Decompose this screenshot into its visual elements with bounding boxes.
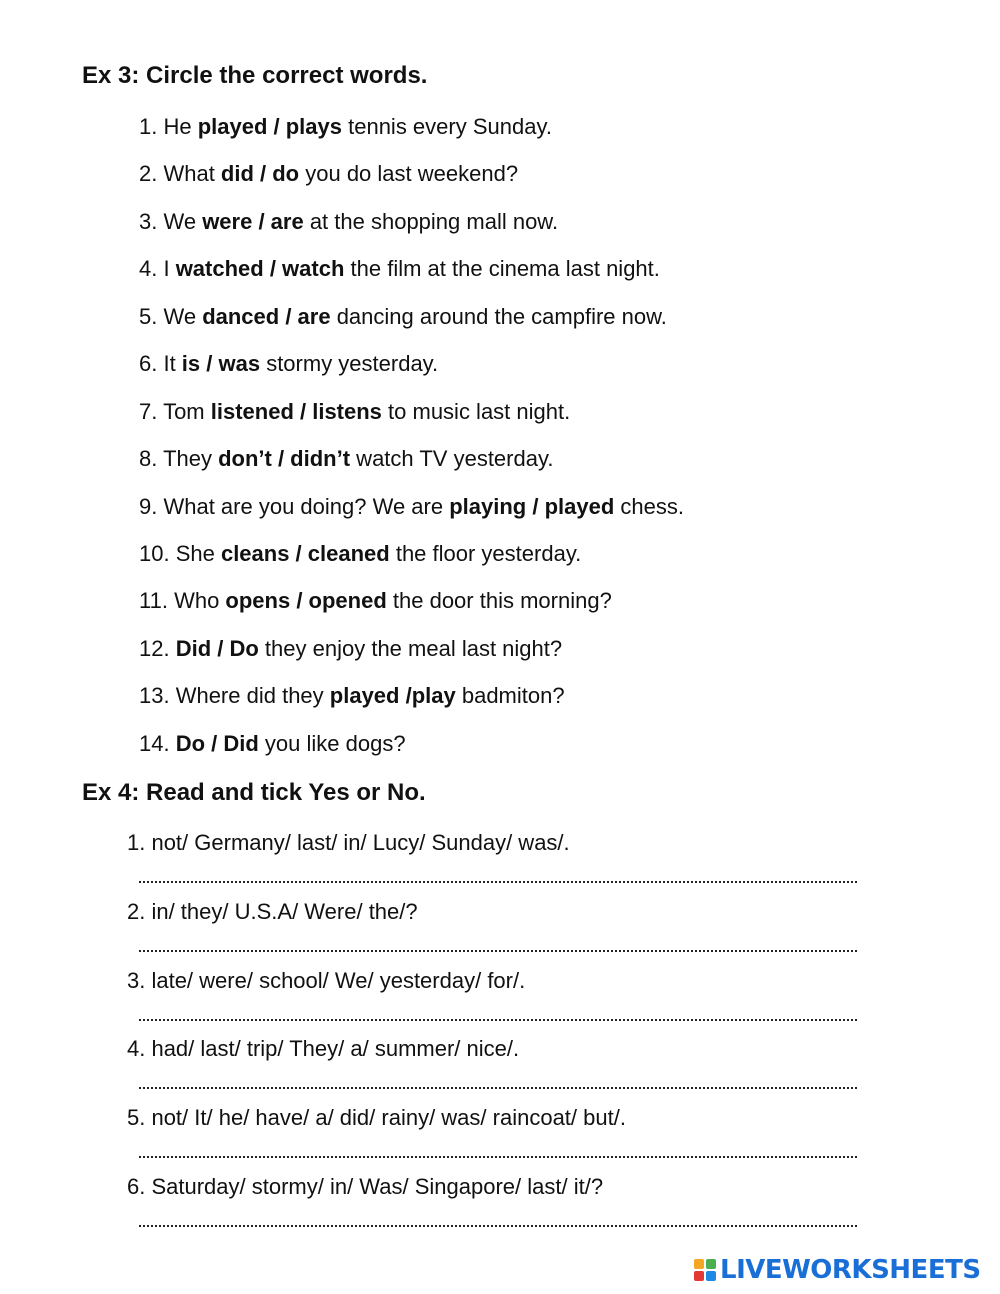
list-item: 11. Who opens / opened the door this morning? xyxy=(139,588,612,614)
word-choice[interactable]: played /play xyxy=(329,683,456,709)
word-choice[interactable]: played / plays xyxy=(197,114,342,139)
list-item xyxy=(127,897,626,966)
list-item xyxy=(127,828,626,897)
list-item xyxy=(127,1034,626,1103)
list-item xyxy=(127,1172,626,1241)
list-item xyxy=(127,966,626,1035)
answer-input[interactable] xyxy=(139,861,857,883)
word-choice[interactable]: Do / Did xyxy=(175,730,259,756)
word-choice[interactable]: Did / Do xyxy=(175,635,259,661)
sentence-prompt: 4. had/ last/ trip/ They/ a/ summer/ nice/. xyxy=(127,1036,520,1062)
list-item: 8. They don’t / didn’t watch TV yesterday. xyxy=(139,446,554,472)
sentence-prompt: 1. not/ Germany/ last/ in/ Lucy/ Sunday/ was/. xyxy=(127,830,570,855)
liveworksheets-logo-icon xyxy=(694,1259,716,1281)
word-choice[interactable]: playing / played xyxy=(449,493,615,519)
list-item: 4. I watched / watch the film at the cinema last night. xyxy=(139,256,660,282)
answer-input[interactable] xyxy=(139,1136,857,1158)
list-item: 14. Do / Did you like dogs? xyxy=(139,730,406,756)
sentence-prompt: 3. late/ were/ school/ We/ yesterday/ for/. xyxy=(127,967,526,993)
word-choice[interactable]: were / are xyxy=(202,208,304,234)
list-item xyxy=(127,1103,626,1172)
exercise-4-heading: Ex 4: Read and tick Yes or No. xyxy=(82,779,426,806)
list-item: 10. She cleans / cleaned the floor yesterday. xyxy=(139,540,582,566)
list-item: 13. Where did they played /play badmiton? xyxy=(139,683,565,709)
list-item: 5. We danced / are dancing around the campfire now. xyxy=(139,303,667,329)
list-item: 7. Tom listened / listens to music last night. xyxy=(139,398,571,424)
answer-input[interactable] xyxy=(139,999,857,1021)
word-choice[interactable]: listened / listens xyxy=(210,398,382,424)
list-item: 3. We were / are at the shopping mall now. xyxy=(139,208,559,234)
word-choice[interactable]: did / do xyxy=(220,161,300,187)
answer-input[interactable] xyxy=(139,930,857,952)
word-choice[interactable]: cleans / cleaned xyxy=(220,540,390,566)
list-item: 1. He played / plays tennis every Sunday. xyxy=(139,114,552,139)
word-choice[interactable]: opens / opened xyxy=(225,588,387,614)
sentence-prompt: 2. in/ they/ U.S.A/ Were/ the/? xyxy=(127,898,418,924)
sentence-prompt: 6. Saturday/ stormy/ in/ Was/ Singapore/ last/ it/? xyxy=(127,1173,604,1199)
list-item: 9. What are you doing? We are playing / played chess. xyxy=(139,493,684,519)
exercise-3-list xyxy=(139,112,684,776)
list-item: 6. It is / was stormy yesterday. xyxy=(139,351,439,377)
word-choice[interactable]: danced / are xyxy=(202,303,331,329)
exercise-4-list xyxy=(127,828,626,1241)
list-item: 12. Did / Do they enjoy the meal last night? xyxy=(139,635,563,661)
word-choice[interactable]: don’t / didn’t xyxy=(218,446,351,472)
answer-input[interactable] xyxy=(139,1205,857,1227)
word-choice[interactable]: watched / watch xyxy=(175,256,345,282)
answer-input[interactable] xyxy=(139,1067,857,1089)
logo-text: LIVEWORKSHEETS xyxy=(720,1255,981,1285)
sentence-prompt: 5. not/ It/ he/ have/ a/ did/ rainy/ was/ raincoat/ but/. xyxy=(127,1105,626,1131)
liveworksheets-logo xyxy=(694,1254,981,1286)
exercise-3-heading: Ex 3: Circle the correct words. xyxy=(82,62,428,89)
word-choice[interactable]: is / was xyxy=(181,351,261,377)
list-item: 2. What did / do you do last weekend? xyxy=(139,161,519,187)
